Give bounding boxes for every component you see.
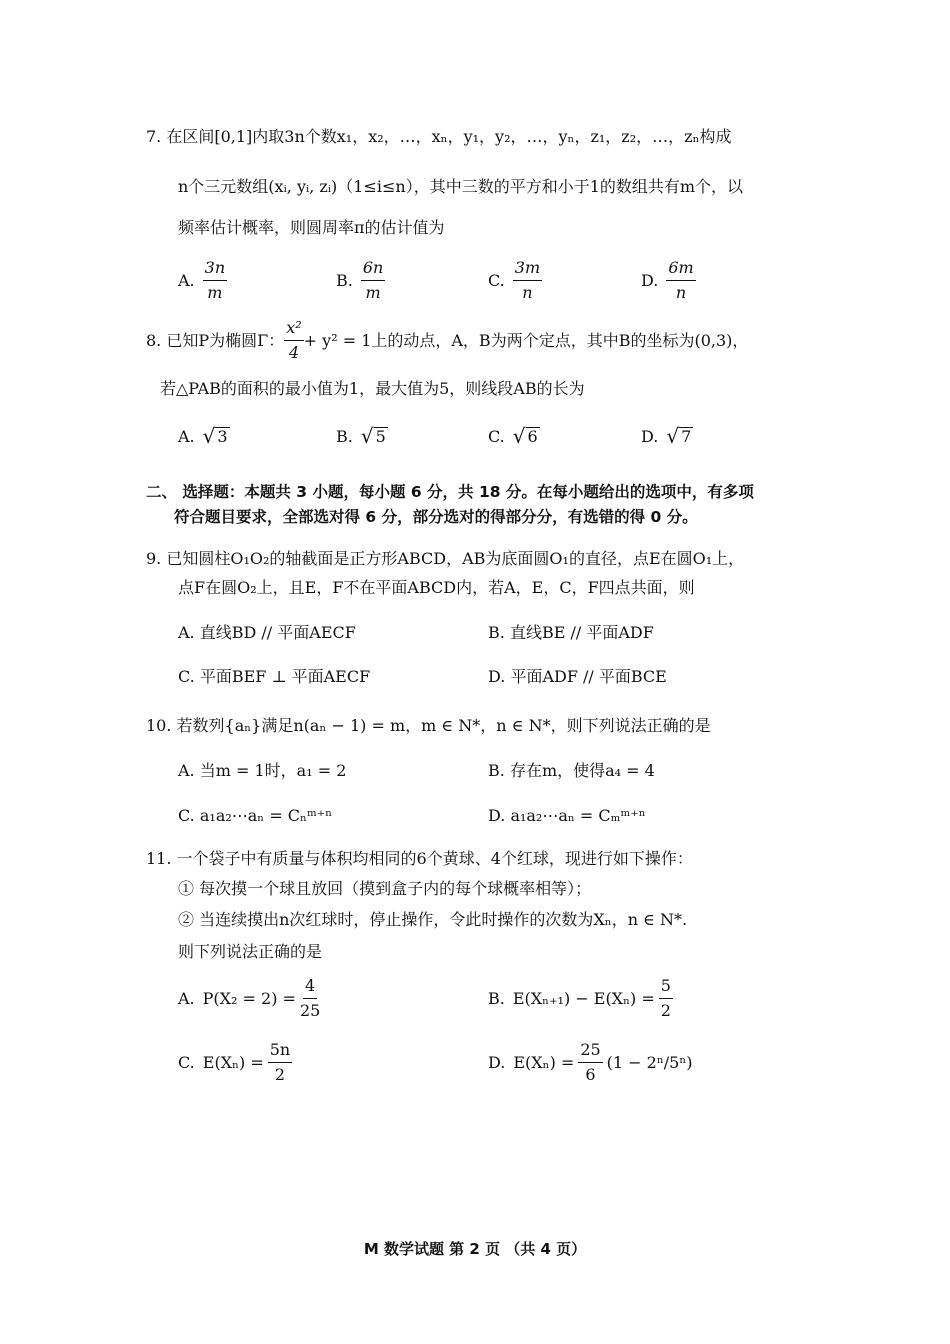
denominator: 2 bbox=[274, 1065, 286, 1084]
option-pre: E(Xₙ) = bbox=[513, 1053, 575, 1072]
ellipse-fraction bbox=[284, 318, 303, 363]
numerator: 25 bbox=[578, 1040, 602, 1063]
q9-stem-line1: 9. 已知圆柱O₁O₂的轴截面是正方形ABCD，AB为底面圆O₁的直径，点E在圆O₁上， bbox=[146, 549, 745, 568]
option-label: D. bbox=[488, 667, 506, 686]
option-label: C. bbox=[178, 806, 195, 825]
numerator: 3m bbox=[513, 258, 542, 281]
q7-stem-line3: 频率估计概率，则圆周率π的估计值为 bbox=[178, 218, 445, 237]
q8-option-d bbox=[641, 426, 693, 446]
option-text: 当m = 1时，a₁ = 2 bbox=[199, 761, 347, 780]
q9-option-a bbox=[178, 622, 356, 644]
denominator: 2 bbox=[660, 1001, 671, 1020]
q7-option-a bbox=[178, 258, 227, 303]
numerator: 5n bbox=[268, 1040, 292, 1063]
section-2-line1: 二、 选择题：本题共 3 小题，每小题 6 分，共 18 分。在每小题给出的选项中，有多项 bbox=[146, 483, 754, 501]
q7-option-b bbox=[336, 258, 385, 303]
option-pre: P(X₂ = 2) = bbox=[202, 989, 296, 1008]
option-label: A. bbox=[178, 271, 195, 290]
q7-stem-line1: 7. 在区间[0,1]内取3n个数x₁，x₂，…，xₙ，y₁，y₂，…，yₙ，z₁，z₂，…，zₙ构成 bbox=[146, 127, 732, 146]
q7-option-d bbox=[641, 258, 696, 303]
numerator: 6n bbox=[361, 258, 385, 281]
option-post: (1 − 2ⁿ/5ⁿ) bbox=[606, 1053, 693, 1072]
q10-stem: 10. 若数列{aₙ}满足n(aₙ − 1) = m，m ∈ N*，n ∈ N*，则下列说法正确的是 bbox=[146, 716, 711, 735]
denominator: m bbox=[207, 283, 223, 302]
option-text: 平面ADF // 平面BCE bbox=[510, 667, 667, 686]
q7-option-c bbox=[488, 258, 542, 303]
option-text: a₁a₂⋯aₙ = Cₘᵐ⁺ⁿ bbox=[510, 806, 646, 825]
denominator: 6 bbox=[585, 1065, 596, 1084]
radical-icon: √ bbox=[666, 424, 680, 448]
option-label: D. bbox=[641, 426, 659, 446]
denominator: m bbox=[365, 283, 381, 302]
sqrt bbox=[361, 426, 388, 446]
denominator: n bbox=[522, 283, 533, 302]
sqrt bbox=[666, 426, 693, 446]
numerator: 5 bbox=[659, 976, 673, 999]
radicand: 6 bbox=[527, 427, 538, 446]
q8-option-a bbox=[178, 426, 230, 446]
radicand: 5 bbox=[375, 427, 386, 446]
q10-option-b bbox=[488, 760, 655, 782]
option-pre: E(Xₙ₊₁) − E(Xₙ) = bbox=[512, 989, 655, 1008]
q8-option-c bbox=[488, 426, 540, 446]
section-2-header bbox=[146, 480, 826, 530]
numerator: x² bbox=[284, 318, 303, 341]
q10-option-d bbox=[488, 805, 646, 827]
option-label: B. bbox=[336, 271, 353, 290]
radicand: 7 bbox=[681, 427, 692, 446]
numerator: 6m bbox=[666, 258, 695, 281]
numerator: 4 bbox=[303, 976, 317, 999]
option-text: 平面BEF ⊥ 平面AECF bbox=[199, 667, 371, 686]
option-label: A. bbox=[178, 623, 195, 642]
q11-option-c bbox=[178, 1040, 292, 1085]
q9-option-d bbox=[488, 666, 667, 688]
denominator: n bbox=[675, 283, 687, 302]
denominator: 25 bbox=[299, 1001, 321, 1020]
option-label: B. bbox=[488, 623, 505, 642]
option-pre: E(Xₙ) = bbox=[202, 1053, 264, 1072]
fraction bbox=[268, 1040, 292, 1085]
option-label: D. bbox=[641, 271, 659, 290]
option-label: C. bbox=[488, 426, 505, 446]
option-text: 直线BD // 平面AECF bbox=[199, 623, 356, 642]
q11-stem-line2: ① 每次摸一个球且放回（摸到盒子内的每个球概率相等）； bbox=[178, 879, 592, 898]
q9-option-c bbox=[178, 666, 370, 688]
fraction bbox=[513, 258, 542, 303]
q10-option-a bbox=[178, 760, 346, 782]
option-label: B. bbox=[336, 426, 353, 446]
sqrt bbox=[513, 426, 540, 446]
q8-stem-line2: 若△PAB的面积的最小值为1，最大值为5，则线段AB的长为 bbox=[160, 379, 585, 398]
option-label: C. bbox=[178, 667, 195, 686]
option-text: 存在m，使得a₄ = 4 bbox=[509, 761, 655, 780]
fraction bbox=[300, 976, 320, 1021]
fraction bbox=[361, 258, 385, 303]
option-label: A. bbox=[178, 426, 195, 446]
q11-stem-line1: 11. 一个袋子中有质量与体积均相同的6个黄球、4个红球，现进行如下操作： bbox=[146, 849, 693, 868]
fraction bbox=[666, 258, 695, 303]
sqrt bbox=[203, 426, 230, 446]
option-label: A. bbox=[178, 989, 195, 1008]
q10-option-c bbox=[178, 805, 332, 827]
q8-stem-pre: 8. 已知P为椭圆Γ： bbox=[146, 330, 285, 350]
option-label: B. bbox=[488, 761, 505, 780]
option-label: C. bbox=[178, 1053, 195, 1072]
option-label: B. bbox=[488, 989, 505, 1008]
q8-stem-line1 bbox=[146, 318, 748, 363]
denominator: 4 bbox=[288, 343, 300, 362]
radical-icon: √ bbox=[512, 424, 526, 448]
numerator: 3n bbox=[203, 258, 227, 281]
option-label: D. bbox=[488, 1053, 506, 1072]
section-2-line2: 符合题目要求，全部选对得 6 分，部分选对的得部分分，有选错的得 0 分。 bbox=[174, 508, 698, 526]
fraction bbox=[578, 1040, 602, 1085]
option-label: A. bbox=[178, 761, 195, 780]
q11-option-d bbox=[488, 1040, 693, 1085]
fraction bbox=[203, 258, 227, 303]
radical-icon: √ bbox=[360, 424, 374, 448]
q8-stem-post: + y² = 1上的动点，A，B为两个定点，其中B的坐标为(0,3)， bbox=[303, 330, 749, 350]
page-footer: M 数学试题 第 2 页 （共 4 页） bbox=[363, 1240, 587, 1258]
q9-stem-line2: 点F在圆O₂上，且E，F不在平面ABCD内，若A，E，C，F四点共面，则 bbox=[178, 578, 695, 597]
q11-stem-line3: ② 当连续摸出n次红球时，停止操作，令此时操作的次数为Xₙ，n ∈ N*. bbox=[178, 910, 688, 929]
radical-icon: √ bbox=[202, 424, 216, 448]
q11-option-a bbox=[178, 976, 320, 1021]
option-text: 直线BE // 平面ADF bbox=[509, 623, 654, 642]
q11-stem-line4: 则下列说法正确的是 bbox=[178, 942, 323, 961]
fraction bbox=[659, 976, 673, 1021]
option-label: C. bbox=[488, 271, 505, 290]
q11-option-b bbox=[488, 976, 673, 1021]
q9-option-b bbox=[488, 622, 654, 644]
option-label: D. bbox=[488, 806, 506, 825]
q8-option-b bbox=[336, 426, 388, 446]
q7-stem-line2: n个三元数组(xᵢ, yᵢ, zᵢ)（1≤i≤n），其中三数的平方和小于1的数组共有m个，以 bbox=[178, 177, 744, 196]
option-text: a₁a₂⋯aₙ = Cₙᵐ⁺ⁿ bbox=[199, 806, 333, 825]
radicand: 3 bbox=[217, 427, 228, 446]
